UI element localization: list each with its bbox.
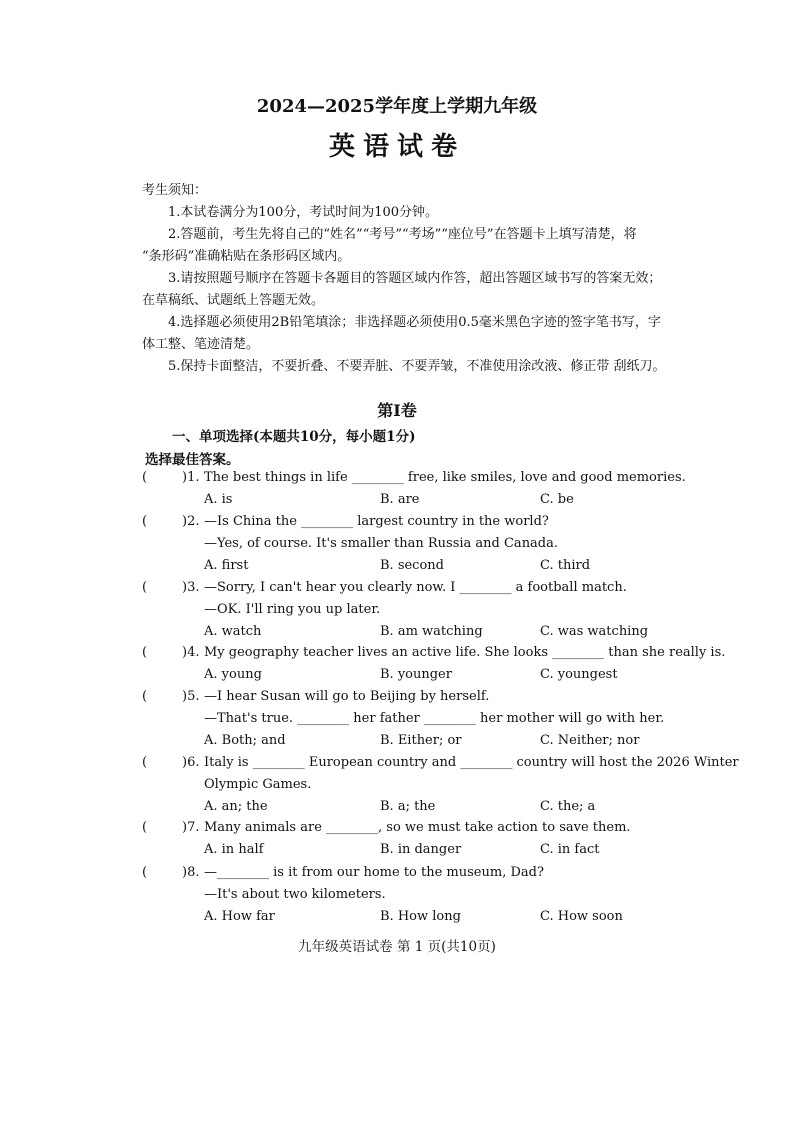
answer-bracket-open[interactable]: ( [142, 865, 148, 880]
question-continuation: Olympic Games. [204, 777, 312, 792]
section-instruction: 选择最佳答案。 [145, 452, 240, 468]
option-c[interactable]: C. How soon [540, 909, 623, 924]
question-stem-row [142, 752, 739, 774]
question-continuation: —Yes, of course. It's smaller than Russia and Canada. [204, 536, 559, 551]
question-stem: —Is China the ________ largest country in the world? [204, 514, 549, 529]
options-row [142, 796, 732, 818]
question-continuation-row [142, 774, 732, 796]
question-item [142, 686, 732, 752]
option-b[interactable]: B. How long [380, 909, 461, 924]
question-item [142, 467, 732, 511]
question-number: )6. [182, 755, 200, 770]
option-c[interactable]: C. Neither; nor [540, 733, 640, 748]
question-stem: Many animals are ________, so we must take action to save them. [204, 820, 631, 835]
option-a[interactable]: A. first [204, 558, 249, 573]
question-continuation-row [142, 533, 732, 555]
option-c[interactable]: C. the; a [540, 799, 596, 814]
option-c[interactable]: C. youngest [540, 667, 618, 682]
option-a[interactable]: A. watch [204, 624, 262, 639]
notice-item: “条形码”准确粘贴在条形码区域内。 [142, 249, 351, 264]
options-row [142, 489, 732, 511]
question-continuation: —OK. I'll ring you up later. [204, 602, 381, 617]
question-number: )5. [182, 689, 200, 704]
notice-item: 5.保持卡面整洁，不要折叠、不要弄脏、不要弄皱，不准使用涂改液、修正带 刮纸刀。 [168, 359, 666, 374]
notice-heading: 考生须知： [142, 183, 208, 198]
option-c[interactable]: C. be [540, 492, 574, 507]
options-row [142, 730, 732, 752]
answer-bracket-open[interactable]: ( [142, 514, 148, 529]
question-stem-row [142, 817, 732, 839]
question-number: )1. [182, 470, 200, 485]
answer-bracket-open[interactable]: ( [142, 820, 148, 835]
exam-year-title: 2024—2025学年度上学期九年级 [256, 96, 538, 117]
question-continuation: —That's true. ________ her father ________ her mother will go with her. [204, 711, 665, 726]
question-stem-row [142, 467, 732, 489]
option-a[interactable]: A. young [204, 667, 262, 682]
question-item [142, 577, 732, 643]
question-item [142, 642, 732, 686]
question-stem-row [142, 642, 732, 664]
notice-item: 在草稿纸、试题纸上答题无效。 [142, 293, 325, 308]
answer-bracket-open[interactable]: ( [142, 755, 148, 770]
options-row [142, 839, 732, 861]
question-continuation-row [142, 599, 732, 621]
question-continuation: —It's about two kilometers. [204, 887, 386, 902]
question-stem: Italy is ________ European country and ________ country will host the 2026 Winter [204, 755, 739, 770]
option-a[interactable]: A. How far [204, 909, 275, 924]
option-c[interactable]: C. in fact [540, 842, 600, 857]
option-b[interactable]: B. in danger [380, 842, 462, 857]
section-heading: 一、单项选择(本题共10分，每小题1分) [172, 429, 416, 445]
question-item [142, 511, 732, 577]
question-stem: —________ is it from our home to the museum, Dad? [204, 865, 544, 880]
question-number: )8. [182, 865, 200, 880]
option-b[interactable]: B. younger [380, 667, 452, 682]
answer-bracket-open[interactable]: ( [142, 470, 148, 485]
option-b[interactable]: B. second [380, 558, 444, 573]
options-row [142, 621, 732, 643]
question-item [142, 817, 732, 861]
option-c[interactable]: C. was watching [540, 624, 649, 639]
option-b[interactable]: B. a; the [380, 799, 436, 814]
option-a[interactable]: A. is [204, 492, 233, 507]
option-a[interactable]: A. Both; and [204, 733, 286, 748]
notice-item: 2.答题前，考生先将自己的“姓名”“考号”“考场”“座位号”在答题卡上填写清楚，将 [168, 227, 637, 242]
question-stem: The best things in life ________ free, like smiles, love and good memories. [204, 470, 686, 485]
page-footer: 九年级英语试卷 第 1 页(共10页) [298, 939, 496, 955]
question-stem-row [142, 511, 732, 533]
candidate-notice [142, 180, 732, 378]
option-a[interactable]: A. in half [204, 842, 264, 857]
question-stem-row [142, 577, 732, 599]
notice-item: 4.选择题必须使用2B铅笔填涂；非选择题必须使用0.5毫米黑色字迹的签字笔书写，字 [168, 315, 661, 330]
notice-item: 1.本试卷满分为100分，考试时间为100分钟。 [168, 205, 439, 220]
question-stem: My geography teacher lives an active life. She looks ________ than she really is. [204, 645, 726, 660]
exam-subject-title: 英语试卷 [328, 132, 465, 162]
question-item [142, 752, 739, 818]
question-number: )7. [182, 820, 200, 835]
question-number: )4. [182, 645, 200, 660]
question-continuation-row [142, 708, 732, 730]
question-stem: —I hear Susan will go to Beijing by herself. [204, 689, 490, 704]
question-continuation-row [142, 884, 732, 906]
question-stem-row [142, 686, 732, 708]
option-c[interactable]: C. third [540, 558, 591, 573]
question-item [142, 862, 732, 928]
answer-bracket-open[interactable]: ( [142, 689, 148, 704]
option-b[interactable]: B. am watching [380, 624, 483, 639]
option-b[interactable]: B. are [380, 492, 420, 507]
question-number: )3. [182, 580, 200, 595]
volume-title: 第Ⅰ卷 [377, 401, 417, 420]
question-number: )2. [182, 514, 200, 529]
option-b[interactable]: B. Either; or [380, 733, 462, 748]
answer-bracket-open[interactable]: ( [142, 645, 148, 660]
option-a[interactable]: A. an; the [204, 799, 268, 814]
options-row [142, 664, 732, 686]
question-stem: —Sorry, I can't hear you clearly now. I ________ a football match. [204, 580, 627, 595]
question-stem-row [142, 862, 732, 884]
options-row [142, 555, 732, 577]
notice-item: 体工整、笔迹清楚。 [142, 337, 260, 352]
options-row [142, 906, 732, 928]
notice-item: 3.请按照题号顺序在答题卡各题目的答题区域内作答，超出答题区域书写的答案无效； [168, 271, 662, 286]
answer-bracket-open[interactable]: ( [142, 580, 148, 595]
